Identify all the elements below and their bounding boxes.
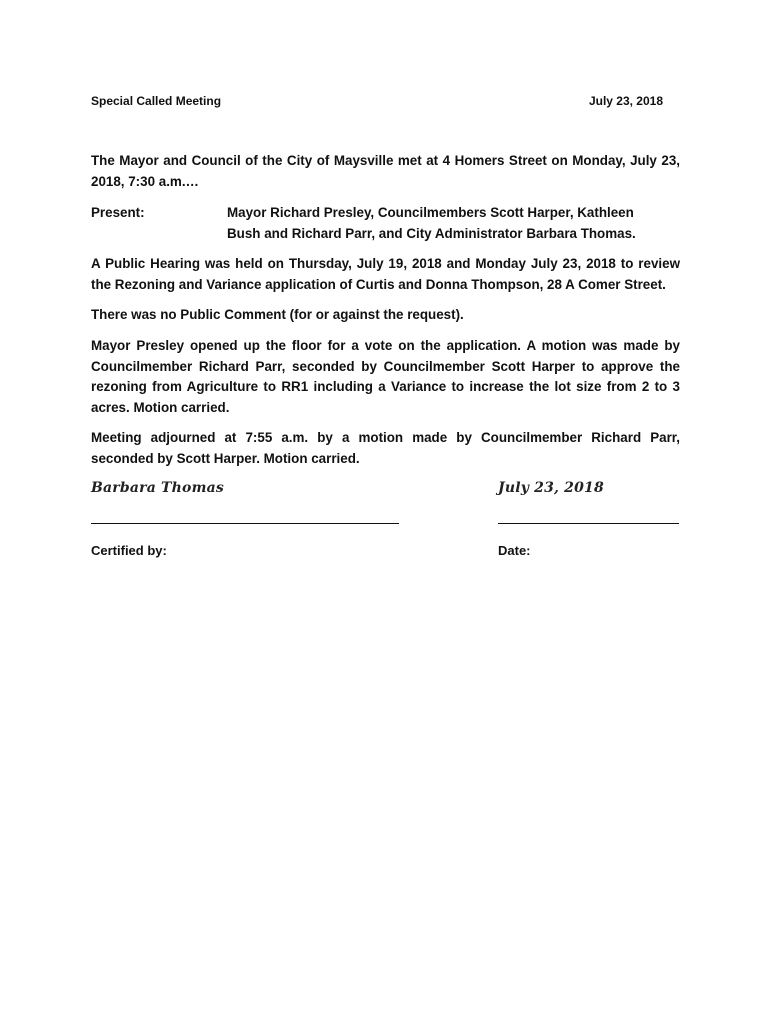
meeting-date: July 23, 2018 [588,94,663,108]
present-attendees: Mayor Richard Presley, Councilmembers Scott Harper, Kathleen Bush and Richard Parr, and City Administrator Barbara Thomas. [227,205,636,241]
certified-by-label: Certified by: [91,543,167,558]
certified-signature-line [91,523,399,524]
handwritten-date: July 23, 2018 [498,480,604,496]
public-comment-paragraph: There was no Public Comment (for or against the request). [91,307,464,322]
vote-paragraph: Mayor Presley opened up the floor for a vote on the application. A motion was made by Councilmember Richard Parr, seconded by Councilmember Scott Harper to approve the rezoning from Agriculture to RR1 including a Variance to increase the lot size from 2 to 3 acres. Motion carried. [91,338,680,415]
adjournment-paragraph: Meeting adjourned at 7:55 a.m. by a motion made by Councilmember Richard Parr, seconded by Scott Harper. Motion carried. [91,430,680,466]
present-label: Present: [91,205,145,220]
public-hearing-paragraph: A Public Hearing was held on Thursday, July 19, 2018 and Monday July 23, 2018 to review the Rezoning and Variance application of Curtis and Donna Thompson, 28 A Comer Street. [91,256,680,292]
document-header [91,94,663,112]
date-signature-line [498,523,679,524]
handwritten-signature: Barbara Thomas [91,480,224,496]
intro-paragraph: The Mayor and Council of the City of Maysville met at 4 Homers Street on Monday, July 23, 2018, 7:30 a.m.… [91,153,680,189]
meeting-type: Special Called Meeting [91,94,222,108]
date-label: Date: [498,543,531,558]
